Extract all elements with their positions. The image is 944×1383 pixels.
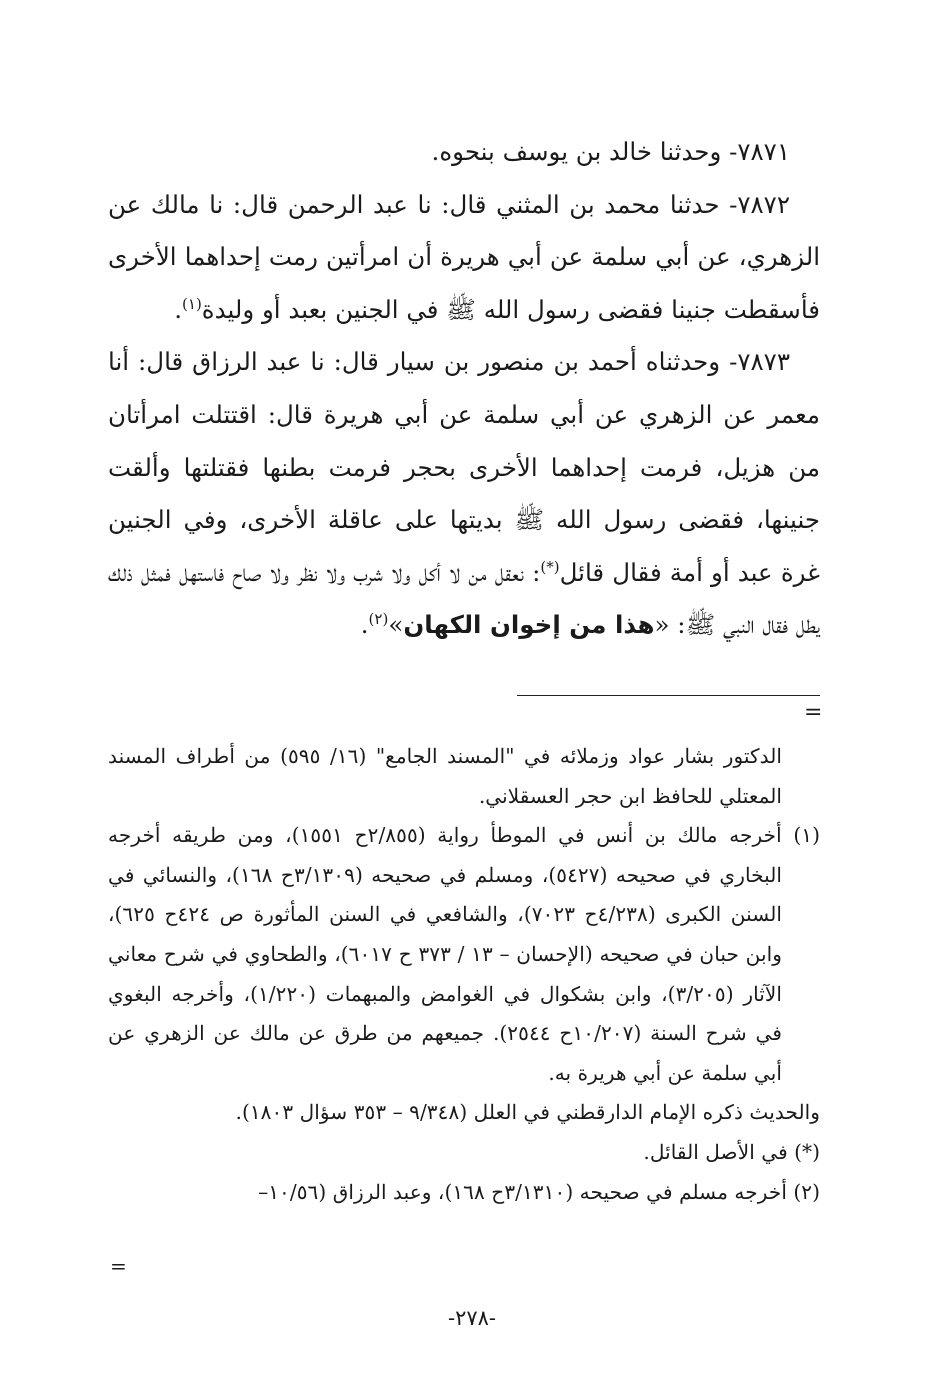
footnote-star	[108, 1133, 820, 1173]
footnote-continues-mark: =	[110, 1254, 127, 1278]
hadith-7873-text-b: : نعقل من لا أكل ولا شرب ولا نظر ولا صاح فاستهل فمثل ذلك يطل فقال النبي ﷺ: «	[108, 557, 820, 640]
footnote-2-text: أخرجه مسلم في صحيحه (٣/١٣١٠ح ١٦٨)، وعبد الرزاق (١٠/٥٦–	[258, 1179, 787, 1204]
hadith-7872-text: ٧٨٧٢- حدثنا محمد بن المثني قال: نا عبد الرحمن قال: نا مالك عن الزهري، عن أبي سلمة عن أبي هريرة أن امرأتين رمت إحداهما الأخرى فأسقطت جنينا فقضى رسول الله ﷺ في الجنين بعبد أو وليدة	[108, 189, 820, 324]
footnote-star-text: في الأصل القائل.	[643, 1139, 788, 1164]
hadith-7871-text: ٧٨٧١- وحدثنا خالد بن يوسف بنحوه.	[431, 137, 790, 166]
hadith-7872	[108, 179, 820, 337]
hadith-7873-text-a: ٧٨٧٣- وحدثناه أحمد بن منصور بن سيار قال: نا عبد الرزاق قال: أنا معمر عن الزهري عن أبي سلمة عن أبي هريرة قال: اقتتلت امرأتان من هزيل، فرمت إحداهما الأخرى بحجر فرمت بطنها فقتلتها وألقت جنينها، فقضى رسول الله ﷺ بديتها على عاقلة الأخرى، وفي الجنين غرة عبد أو أمة فقال قائل	[108, 347, 820, 587]
footnote-1-number: (١)	[793, 823, 820, 848]
hadith-7873-quote-close: »	[388, 610, 404, 640]
footnote-ref-star[interactable]: (*)	[540, 557, 560, 576]
hadith-7873	[108, 336, 820, 652]
footnote-continuation: الدكتور بشار عواد وزملائه في "المسند الجامع" (١٦/ ٥٩٥) من أطراف المسند المعتلي للحافظ ابن حجر العسقلاني.	[108, 744, 782, 808]
footnotes	[108, 737, 820, 1212]
footnote-1-extra: والحديث ذكره الإمام الدارقطني في العلل (٩/٣٤٨ – ٣٥٣ سؤال ١٨٠٣).	[235, 1100, 820, 1125]
hadith-7872-end: .	[174, 294, 183, 324]
footnote-1	[108, 816, 820, 1093]
hadith-7873-end: .	[360, 610, 369, 640]
footnote-ref-1[interactable]: (١)	[182, 294, 202, 313]
footnote-separator-rule	[517, 695, 820, 696]
main-text	[108, 126, 820, 652]
footnote-ref-2[interactable]: (٢)	[368, 610, 389, 629]
footnote-continued-mark: =	[804, 700, 823, 725]
footnote-2	[108, 1173, 820, 1213]
hadith-7873-bold-quote: هذا من إخوان الكهان	[403, 610, 655, 640]
footnote-1-text: أخرجه مالك بن أنس في الموطأ رواية (٢/٨٥٥ح ١٥٥١)، ومن طريقه أخرجه البخاري في صحيحه (٥٤٢٧)، ومسلم في صحيحه (٣/١٣٠٩ح ١٦٨)، والنسائي في السنن الكبرى (٤/٢٣٨ح ٧٠٢٣)، والشافعي في السنن المأثورة ص ٤٢٤ح ٦٢٥)، وابن حبان في صحيحه (الإحسان – ١٣ / ٣٧٣ ح ٦٠١٧)، والطحاوي في شرح معاني الآثار (٣/٢٠٥)، وابن بشكوال في الغوامض والمبهمات (١/٢٢٠)، وأخرجه البغوي في شرح السنة (١٠/٢٠٧ح ٢٥٤٤). جميعهم من طرق عن مالك عن الزهري عن أبي سلمة عن أبي هريرة به.	[108, 823, 783, 1085]
page-number: -٢٧٨-	[447, 1306, 497, 1330]
footnote-star-number: (*)	[794, 1139, 820, 1164]
footnote-2-number: (٢)	[793, 1179, 820, 1204]
hadith-7871	[108, 126, 820, 179]
